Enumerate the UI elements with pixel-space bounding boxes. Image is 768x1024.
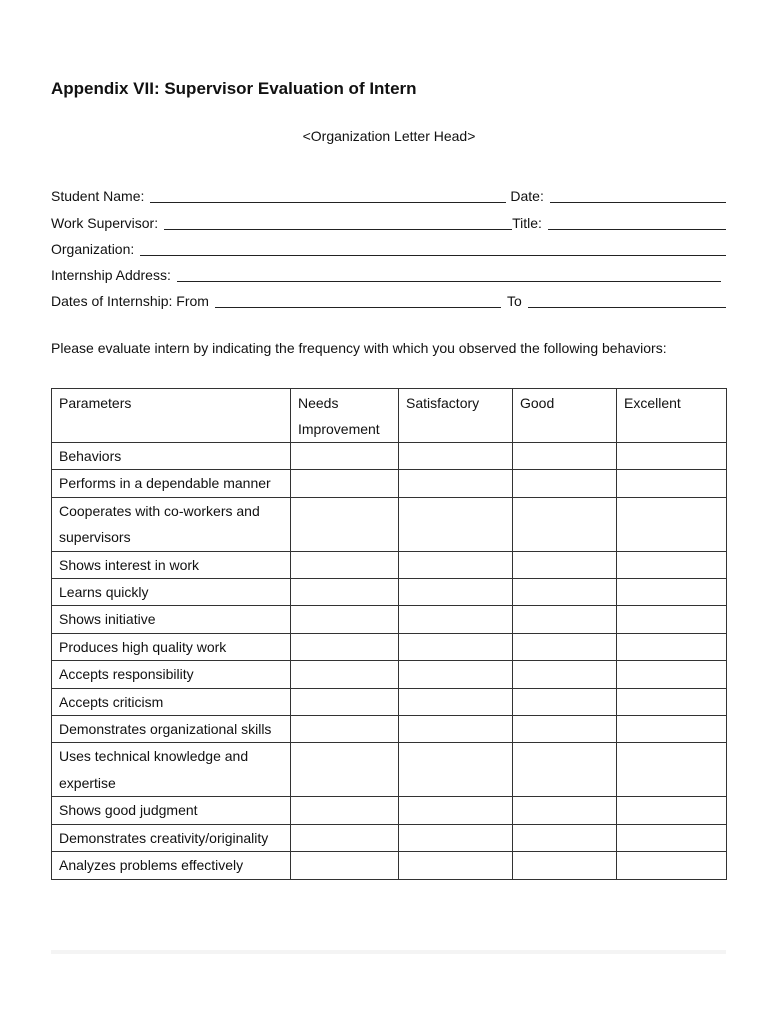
organization-label: Organization: — [51, 240, 135, 257]
table-row — [52, 716, 727, 743]
parameter-label: Uses technical knowledge and expertise — [52, 743, 291, 797]
instructions-text: Please evaluate intern by indicating the frequency with which you observed the following behaviors: — [51, 340, 667, 356]
internship-address-row — [51, 259, 726, 285]
rating-cell-needs-improvement[interactable] — [291, 743, 399, 797]
rating-cell-excellent[interactable] — [617, 633, 727, 660]
dates-from-field[interactable] — [215, 306, 501, 308]
header-excellent: Excellent — [617, 389, 727, 443]
parameter-label: Accepts responsibility — [52, 661, 291, 688]
table-row — [52, 579, 727, 606]
rating-cell-needs-improvement[interactable] — [291, 551, 399, 578]
header-needs-improvement: Needs Improvement — [291, 389, 399, 443]
table-row — [52, 443, 727, 470]
rating-cell-needs-improvement[interactable] — [291, 606, 399, 633]
rating-cell-good[interactable] — [513, 497, 617, 551]
rating-cell-satisfactory[interactable] — [399, 824, 513, 851]
rating-cell-good[interactable] — [513, 688, 617, 715]
rating-cell-good[interactable] — [513, 852, 617, 879]
organization-field[interactable] — [140, 254, 726, 256]
rating-cell-good[interactable] — [513, 551, 617, 578]
rating-cell-satisfactory[interactable] — [399, 470, 513, 497]
rating-cell-satisfactory[interactable] — [399, 443, 513, 470]
rating-cell-needs-improvement[interactable] — [291, 497, 399, 551]
student-name-row — [51, 180, 726, 206]
rating-cell-good[interactable] — [513, 716, 617, 743]
parameter-label: Cooperates with co-workers and supervisors — [52, 497, 291, 551]
rating-cell-excellent[interactable] — [617, 852, 727, 879]
evaluation-table — [51, 388, 727, 880]
rating-cell-needs-improvement[interactable] — [291, 633, 399, 660]
rating-cell-excellent[interactable] — [617, 688, 727, 715]
date-field[interactable] — [550, 201, 726, 203]
dates-to-field[interactable] — [528, 306, 726, 308]
rating-cell-needs-improvement[interactable] — [291, 470, 399, 497]
rating-cell-satisfactory[interactable] — [399, 661, 513, 688]
parameter-label: Accepts criticism — [52, 688, 291, 715]
rating-cell-excellent[interactable] — [617, 470, 727, 497]
parameter-label: Demonstrates organizational skills — [52, 716, 291, 743]
table-row — [52, 497, 727, 551]
rating-cell-good[interactable] — [513, 579, 617, 606]
rating-cell-satisfactory[interactable] — [399, 551, 513, 578]
table-row — [52, 633, 727, 660]
organization-row — [51, 233, 726, 259]
rating-cell-satisfactory[interactable] — [399, 579, 513, 606]
rating-cell-needs-improvement[interactable] — [291, 797, 399, 824]
rating-cell-needs-improvement[interactable] — [291, 661, 399, 688]
parameter-label: Performs in a dependable manner — [52, 470, 291, 497]
intern-info-form — [51, 180, 726, 311]
rating-cell-good[interactable] — [513, 443, 617, 470]
table-row — [52, 797, 727, 824]
rating-cell-satisfactory[interactable] — [399, 606, 513, 633]
header-parameters: Parameters — [52, 389, 291, 443]
rating-cell-satisfactory[interactable] — [399, 716, 513, 743]
dates-from-label: Dates of Internship: From — [51, 293, 209, 310]
page-title: Appendix VII: Supervisor Evaluation of Intern — [51, 79, 417, 98]
parameter-label: Produces high quality work — [52, 633, 291, 660]
work-supervisor-row — [51, 206, 726, 232]
student-name-field[interactable] — [150, 201, 506, 203]
header-satisfactory: Satisfactory — [399, 389, 513, 443]
rating-cell-good[interactable] — [513, 661, 617, 688]
rating-cell-satisfactory[interactable] — [399, 743, 513, 797]
table-row — [52, 661, 727, 688]
rating-cell-excellent[interactable] — [617, 579, 727, 606]
parameter-label: Demonstrates creativity/originality — [52, 824, 291, 851]
rating-cell-needs-improvement[interactable] — [291, 824, 399, 851]
parameter-label: Behaviors — [52, 443, 291, 470]
rating-cell-excellent[interactable] — [617, 443, 727, 470]
rating-cell-needs-improvement[interactable] — [291, 688, 399, 715]
rating-cell-good[interactable] — [513, 633, 617, 660]
internship-address-field[interactable] — [177, 280, 721, 282]
table-header-row — [52, 389, 727, 443]
parameter-label: Shows interest in work — [52, 551, 291, 578]
rating-cell-excellent[interactable] — [617, 716, 727, 743]
rating-cell-good[interactable] — [513, 606, 617, 633]
internship-dates-row — [51, 285, 726, 311]
rating-cell-excellent[interactable] — [617, 743, 727, 797]
rating-cell-needs-improvement[interactable] — [291, 852, 399, 879]
rating-cell-excellent[interactable] — [617, 497, 727, 551]
rating-cell-excellent[interactable] — [617, 661, 727, 688]
rating-cell-good[interactable] — [513, 797, 617, 824]
rating-cell-good[interactable] — [513, 743, 617, 797]
date-label: Date: — [510, 188, 544, 205]
rating-cell-excellent[interactable] — [617, 551, 727, 578]
table-row — [52, 606, 727, 633]
internship-address-label: Internship Address: — [51, 267, 171, 284]
table-row — [52, 551, 727, 578]
rating-cell-satisfactory[interactable] — [399, 633, 513, 660]
rating-cell-satisfactory[interactable] — [399, 497, 513, 551]
work-supervisor-label: Work Supervisor: — [51, 214, 159, 231]
rating-cell-good[interactable] — [513, 824, 617, 851]
parameter-label: Analyzes problems effectively — [52, 852, 291, 879]
rating-cell-good[interactable] — [513, 470, 617, 497]
rating-cell-needs-improvement[interactable] — [291, 716, 399, 743]
header-good: Good — [513, 389, 617, 443]
rating-cell-needs-improvement[interactable] — [291, 443, 399, 470]
rating-cell-needs-improvement[interactable] — [291, 579, 399, 606]
work-supervisor-field[interactable] — [164, 228, 512, 230]
rating-cell-satisfactory[interactable] — [399, 688, 513, 715]
parameter-label: Shows good judgment — [52, 797, 291, 824]
table-row — [52, 688, 727, 715]
student-name-label: Student Name: — [51, 188, 145, 205]
rating-cell-satisfactory[interactable] — [399, 852, 513, 879]
table-row — [52, 852, 727, 879]
table-row — [52, 470, 727, 497]
rating-cell-excellent[interactable] — [617, 824, 727, 851]
page-edge-shadow — [51, 950, 726, 954]
table-row — [52, 743, 727, 797]
letterhead-placeholder: <Organization Letter Head> — [302, 128, 476, 144]
title-label: Title: — [512, 214, 542, 231]
rating-cell-satisfactory[interactable] — [399, 797, 513, 824]
title-field[interactable] — [548, 228, 726, 230]
parameter-label: Learns quickly — [52, 579, 291, 606]
parameter-label: Shows initiative — [52, 606, 291, 633]
table-row — [52, 824, 727, 851]
rating-cell-excellent[interactable] — [617, 797, 727, 824]
rating-cell-excellent[interactable] — [617, 606, 727, 633]
dates-to-label: To — [506, 293, 522, 310]
